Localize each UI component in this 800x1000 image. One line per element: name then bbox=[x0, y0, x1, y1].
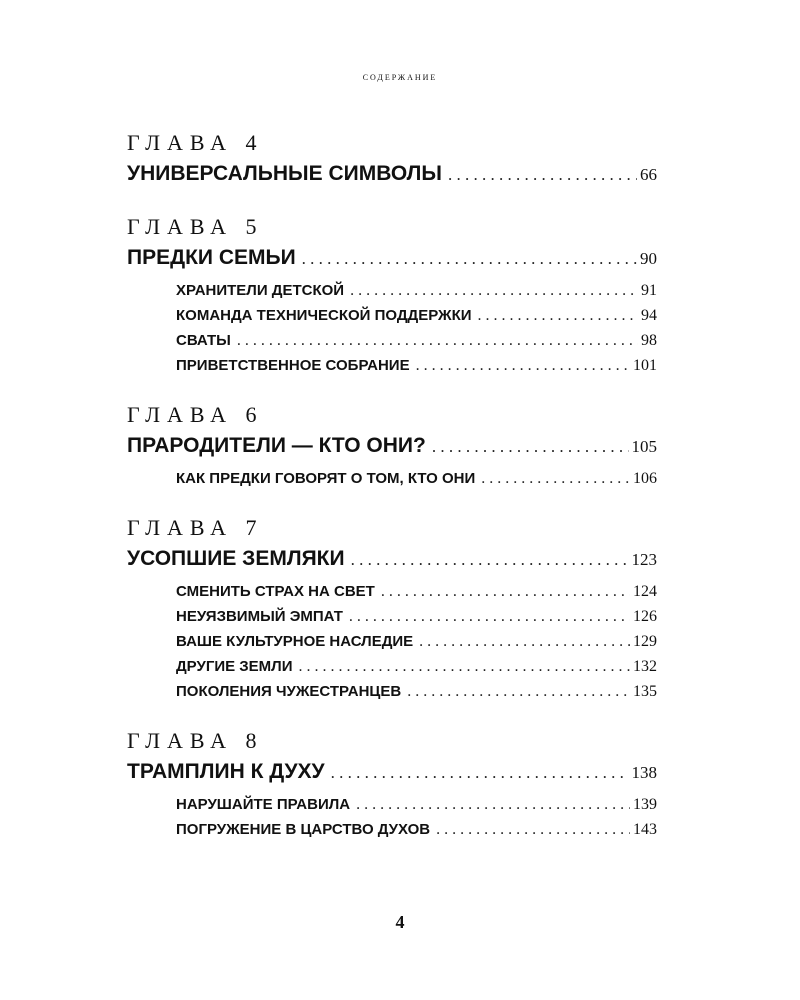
section-title: ПОГРУЖЕНИЕ В ЦАРСТВО ДУХОВ bbox=[176, 821, 431, 838]
chapter-title: ПРАРОДИТЕЛИ — КТО ОНИ? bbox=[127, 434, 426, 457]
toc-subentry bbox=[176, 629, 657, 654]
page-ref: 105 bbox=[631, 437, 657, 456]
page-ref: 132 bbox=[633, 658, 657, 675]
dot-leader bbox=[436, 817, 630, 842]
toc-entry bbox=[127, 158, 657, 190]
chapter-6 bbox=[127, 400, 657, 491]
page-ref: 129 bbox=[633, 633, 657, 650]
chapter-label: ГЛАВА 5 bbox=[127, 214, 264, 239]
dot-leader bbox=[302, 243, 637, 275]
section-title: ХРАНИТЕЛИ ДЕТСКОЙ bbox=[176, 282, 345, 299]
toc-subentry bbox=[176, 654, 657, 679]
section-title: КАК ПРЕДКИ ГОВОРЯТ О ТОМ, КТО ОНИ bbox=[176, 470, 476, 487]
dot-leader bbox=[416, 353, 630, 378]
page-ref: 124 bbox=[633, 583, 657, 600]
dot-leader bbox=[448, 159, 637, 191]
page-ref: 126 bbox=[633, 608, 657, 625]
section-title: НЕУЯЗВИМЫЙ ЭМПАТ bbox=[176, 608, 343, 625]
toc-subentry bbox=[176, 817, 657, 842]
page-ref: 94 bbox=[641, 307, 657, 324]
page-ref: 139 bbox=[633, 796, 657, 813]
chapter-label: ГЛАВА 4 bbox=[127, 130, 264, 155]
toc-entry bbox=[127, 543, 657, 575]
toc-subentry bbox=[176, 604, 657, 629]
chapter-title: УНИВЕРСАЛЬНЫЕ СИМВОЛЫ bbox=[127, 162, 442, 185]
page-ref: 101 bbox=[633, 357, 657, 374]
dot-leader bbox=[298, 654, 630, 679]
section-title: ДРУГИЕ ЗЕМЛИ bbox=[176, 658, 293, 675]
toc-entry bbox=[127, 756, 657, 788]
page-ref: 98 bbox=[641, 332, 657, 349]
chapter-8 bbox=[127, 726, 657, 842]
dot-leader bbox=[478, 303, 638, 328]
toc-entry bbox=[127, 242, 657, 274]
toc-subentry bbox=[176, 328, 657, 353]
chapter-title: ПРЕДКИ СЕМЬИ bbox=[127, 246, 296, 269]
toc-entry bbox=[127, 430, 657, 462]
page-ref: 135 bbox=[633, 683, 657, 700]
chapter-title: ТРАМПЛИН К ДУХУ bbox=[127, 760, 325, 783]
section-title: СМЕНИТЬ СТРАХ НА СВЕТ bbox=[176, 583, 375, 600]
dot-leader bbox=[237, 328, 638, 353]
page-ref: 66 bbox=[640, 165, 657, 184]
dot-leader bbox=[356, 792, 630, 817]
dot-leader bbox=[381, 579, 630, 604]
section-title: ПРИВЕТСТВЕННОЕ СОБРАНИЕ bbox=[176, 357, 410, 374]
table-of-contents bbox=[127, 128, 657, 864]
chapter-label: ГЛАВА 6 bbox=[127, 402, 264, 427]
page-ref: 90 bbox=[640, 249, 657, 268]
chapter-5 bbox=[127, 212, 657, 378]
toc-subentry bbox=[176, 353, 657, 378]
toc-subentry bbox=[176, 278, 657, 303]
dot-leader bbox=[419, 629, 630, 654]
dot-leader bbox=[407, 679, 630, 704]
page-ref: 138 bbox=[631, 763, 657, 782]
page-ref: 123 bbox=[631, 550, 657, 569]
page-ref: 91 bbox=[641, 282, 657, 299]
dot-leader bbox=[349, 604, 630, 629]
toc-subentry bbox=[176, 579, 657, 604]
section-title: СВАТЫ bbox=[176, 332, 231, 349]
running-header: содержание bbox=[362, 69, 438, 83]
page-ref: 106 bbox=[633, 470, 657, 487]
chapter-title: УСОПШИЕ ЗЕМЛЯКИ bbox=[127, 547, 345, 570]
section-title: КОМАНДА ТЕХНИЧЕСКОЙ ПОДДЕРЖКИ bbox=[176, 307, 472, 324]
section-title: НАРУШАЙТЕ ПРАВИЛА bbox=[176, 796, 351, 813]
chapter-7 bbox=[127, 513, 657, 704]
chapter-label: ГЛАВА 8 bbox=[127, 728, 264, 753]
page-ref: 143 bbox=[633, 821, 657, 838]
section-title: ВАШЕ КУЛЬТУРНОЕ НАСЛЕДИЕ bbox=[176, 633, 414, 650]
page-number: 4 bbox=[395, 912, 405, 932]
toc-subentry bbox=[176, 303, 657, 328]
chapter-4 bbox=[127, 128, 657, 190]
dot-leader bbox=[481, 466, 630, 491]
section-title: ПОКОЛЕНИЯ ЧУЖЕСТРАНЦЕВ bbox=[176, 683, 402, 700]
dot-leader bbox=[331, 757, 629, 789]
dot-leader bbox=[351, 544, 629, 576]
chapter-label: ГЛАВА 7 bbox=[127, 515, 264, 540]
toc-subentry bbox=[176, 679, 657, 704]
toc-subentry bbox=[176, 792, 657, 817]
dot-leader bbox=[350, 278, 638, 303]
dot-leader bbox=[432, 431, 629, 463]
toc-subentry bbox=[176, 466, 657, 491]
